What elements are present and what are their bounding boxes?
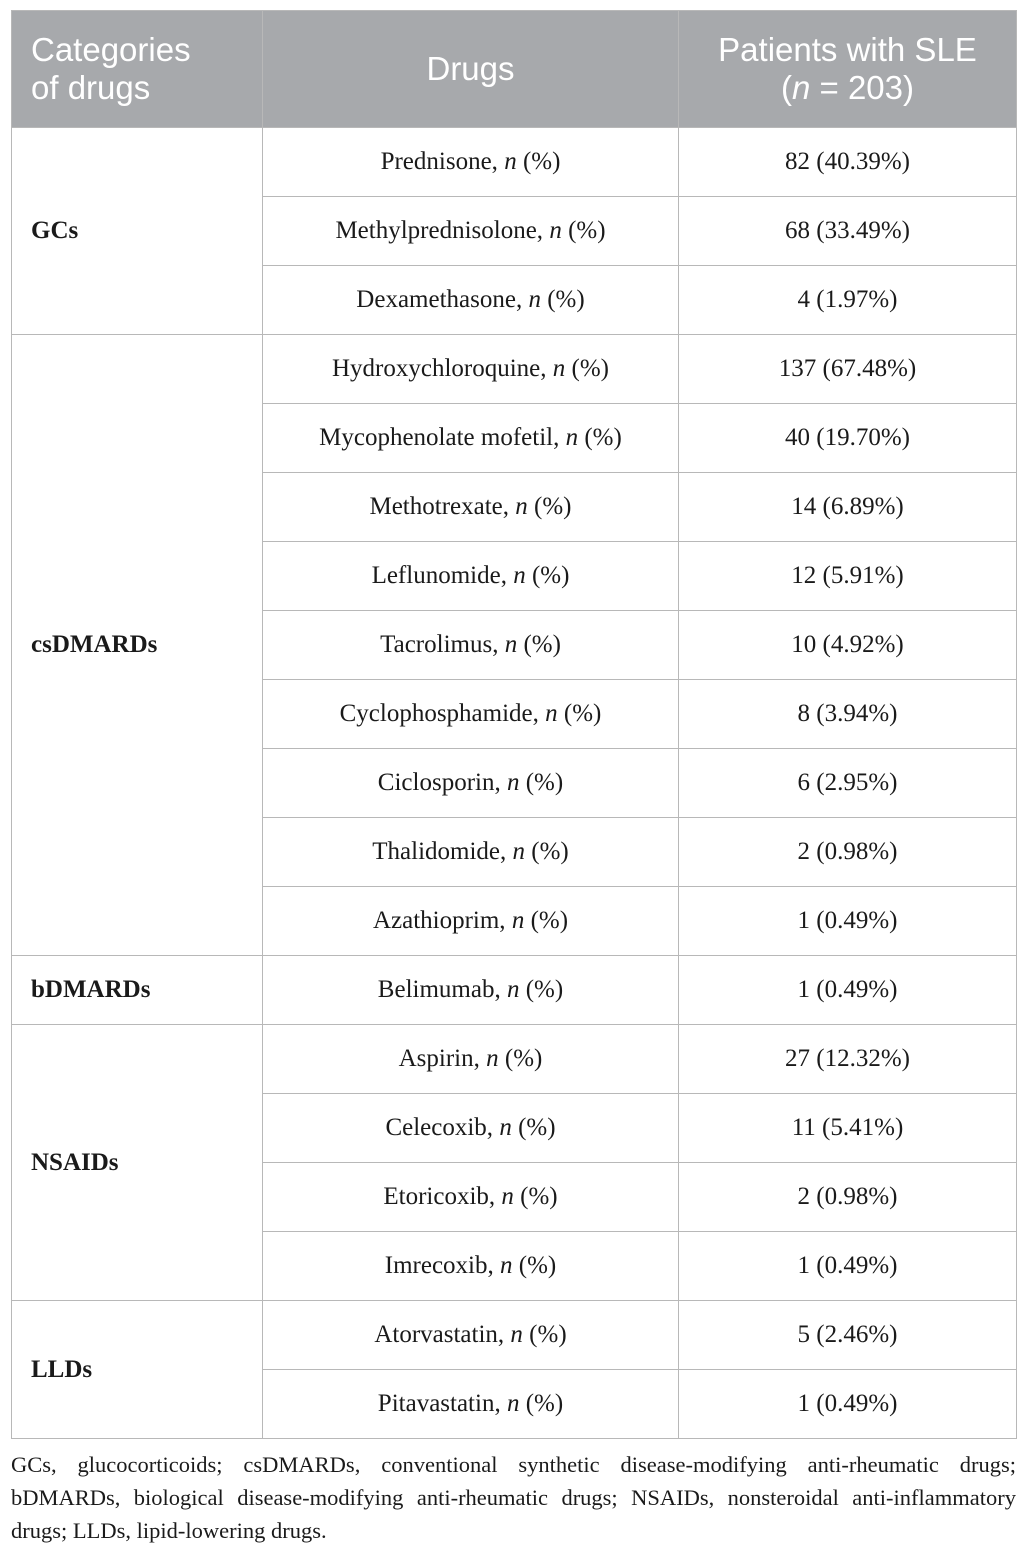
drug-cell: [263, 128, 679, 197]
patients-value-cell: 27 (12.32%): [679, 1025, 1017, 1094]
n-symbol: n: [501, 1183, 514, 1210]
drug-name: Mycophenolate mofetil,: [319, 424, 566, 451]
drug-name: Aspirin,: [398, 1045, 487, 1072]
drug-cell: [263, 611, 679, 680]
drug-cell: [263, 887, 679, 956]
drug-name: Hydroxychloroquine,: [331, 355, 553, 382]
n-symbol: n: [513, 562, 526, 589]
table-row: [12, 956, 1017, 1025]
pct-suffix: (%): [540, 286, 585, 313]
pct-suffix: (%): [512, 1252, 557, 1279]
pct-suffix: (%): [522, 1321, 567, 1348]
category-cell: NSAIDs: [12, 1025, 263, 1301]
patients-value-cell: 68 (33.49%): [679, 197, 1017, 266]
pct-suffix: (%): [527, 493, 572, 520]
n-symbol: n: [506, 769, 520, 796]
n-symbol: n: [515, 493, 528, 520]
header-patients-n: n: [791, 69, 811, 106]
drug-cell: [263, 1094, 679, 1163]
drug-usage-table: [11, 10, 1017, 1439]
n-symbol: n: [549, 217, 562, 244]
pct-suffix: (%): [578, 424, 622, 451]
table-header: [12, 11, 1017, 128]
pct-suffix: (%): [498, 1045, 543, 1072]
patients-value-cell: 1 (0.49%): [679, 1370, 1017, 1439]
header-categories: [12, 11, 263, 128]
category-cell: csDMARDs: [12, 335, 263, 956]
pct-suffix: (%): [519, 976, 564, 1003]
n-symbol: n: [511, 907, 525, 934]
patients-value-cell: 2 (0.98%): [679, 1163, 1017, 1232]
drug-cell: [263, 1025, 679, 1094]
n-symbol: n: [545, 700, 558, 727]
drug-name: Methylprednisolone,: [335, 217, 550, 244]
drug-name: Celecoxib,: [385, 1114, 500, 1141]
patients-value-cell: 8 (3.94%): [679, 680, 1017, 749]
drug-name: Pitavastatin,: [377, 1390, 507, 1417]
drug-cell: [263, 266, 679, 335]
table-body: [12, 128, 1017, 1439]
drug-cell: [263, 1370, 679, 1439]
drug-name: Cyclophosphamide,: [339, 700, 546, 727]
pct-suffix: (%): [511, 1114, 556, 1141]
pct-suffix: (%): [565, 355, 610, 382]
drug-name: Imrecoxib,: [384, 1252, 500, 1279]
header-categories-line1: Categories: [31, 31, 191, 68]
pct-suffix: (%): [519, 769, 564, 796]
drug-name: Etoricoxib,: [383, 1183, 502, 1210]
pct-suffix: (%): [519, 1390, 564, 1417]
drug-cell: [263, 335, 679, 404]
patients-value-cell: 11 (5.41%): [679, 1094, 1017, 1163]
n-symbol: n: [504, 631, 518, 658]
patients-value-cell: 6 (2.95%): [679, 749, 1017, 818]
header-patients-line1: Patients with SLE: [718, 31, 977, 68]
drug-name: Methotrexate,: [369, 493, 516, 520]
patients-value-cell: 1 (0.49%): [679, 956, 1017, 1025]
drug-cell: [263, 1232, 679, 1301]
pct-suffix: (%): [561, 217, 606, 244]
n-symbol: n: [528, 286, 541, 313]
header-drugs: Drugs: [263, 11, 679, 128]
drug-cell: [263, 542, 679, 611]
drug-cell: [263, 818, 679, 887]
pct-suffix: (%): [513, 1183, 558, 1210]
patients-value-cell: 137 (67.48%): [679, 335, 1017, 404]
n-symbol: n: [506, 1390, 520, 1417]
patients-value-cell: 4 (1.97%): [679, 266, 1017, 335]
drug-cell: [263, 473, 679, 542]
patients-value-cell: 82 (40.39%): [679, 128, 1017, 197]
drug-name: Atorvastatin,: [374, 1321, 511, 1348]
category-cell: LLDs: [12, 1301, 263, 1439]
header-categories-line2: of drugs: [31, 69, 151, 106]
patients-value-cell: 12 (5.91%): [679, 542, 1017, 611]
drug-name: Prednisone,: [380, 148, 505, 175]
patients-value-cell: 40 (19.70%): [679, 404, 1017, 473]
header-patients-count: = 203): [810, 69, 915, 106]
table-container: [11, 10, 1016, 1439]
category-cell: GCs: [12, 128, 263, 335]
drug-cell: [263, 197, 679, 266]
n-symbol: n: [486, 1045, 499, 1072]
table-row: [12, 128, 1017, 197]
patients-value-cell: 2 (0.98%): [679, 818, 1017, 887]
drug-name: Tacrolimus,: [380, 631, 505, 658]
pct-suffix: (%): [525, 562, 570, 589]
n-symbol: n: [506, 976, 520, 1003]
drug-cell: [263, 1301, 679, 1370]
table-footnote: GCs, glucocorticoids; csDMARDs, conventional synthetic disease-modifying anti-rheumatic drugs; bDMARDs, biological disease-modifying anti-rheumatic drugs; NSAIDs, nonsteroidal anti-inflammatory drugs; LLDs, lipid-lowering drugs.: [11, 1452, 1016, 1543]
patients-value-cell: 1 (0.49%): [679, 887, 1017, 956]
n-symbol: n: [510, 1321, 523, 1348]
pct-suffix: (%): [524, 907, 569, 934]
pct-suffix: (%): [517, 631, 561, 658]
table-row: [12, 335, 1017, 404]
category-cell: bDMARDs: [12, 956, 263, 1025]
drug-cell: [263, 749, 679, 818]
n-symbol: n: [499, 1114, 512, 1141]
drug-cell: [263, 680, 679, 749]
header-row: [12, 11, 1017, 128]
drug-name: Ciclosporin,: [377, 769, 507, 796]
drug-name: Azathioprim,: [372, 907, 512, 934]
patients-value-cell: 5 (2.46%): [679, 1301, 1017, 1370]
drug-cell: [263, 1163, 679, 1232]
patients-value-cell: 10 (4.92%): [679, 611, 1017, 680]
n-symbol: n: [512, 838, 525, 865]
header-patients: [679, 11, 1017, 128]
n-symbol: n: [565, 424, 579, 451]
drug-name: Leflunomide,: [371, 562, 514, 589]
drug-cell: [263, 404, 679, 473]
table-row: [12, 1301, 1017, 1370]
drug-cell: [263, 956, 679, 1025]
drug-name: Thalidomide,: [372, 838, 513, 865]
drug-name: Belimumab,: [377, 976, 507, 1003]
patients-value-cell: 1 (0.49%): [679, 1232, 1017, 1301]
header-patients-open-paren: (: [780, 69, 792, 106]
pct-suffix: (%): [557, 700, 602, 727]
pct-suffix: (%): [516, 148, 561, 175]
drug-name: Dexamethasone,: [356, 286, 529, 313]
patients-value-cell: 14 (6.89%): [679, 473, 1017, 542]
table-row: [12, 1025, 1017, 1094]
n-symbol: n: [504, 148, 517, 175]
n-symbol: n: [500, 1252, 513, 1279]
pct-suffix: (%): [525, 838, 569, 865]
n-symbol: n: [552, 355, 566, 382]
